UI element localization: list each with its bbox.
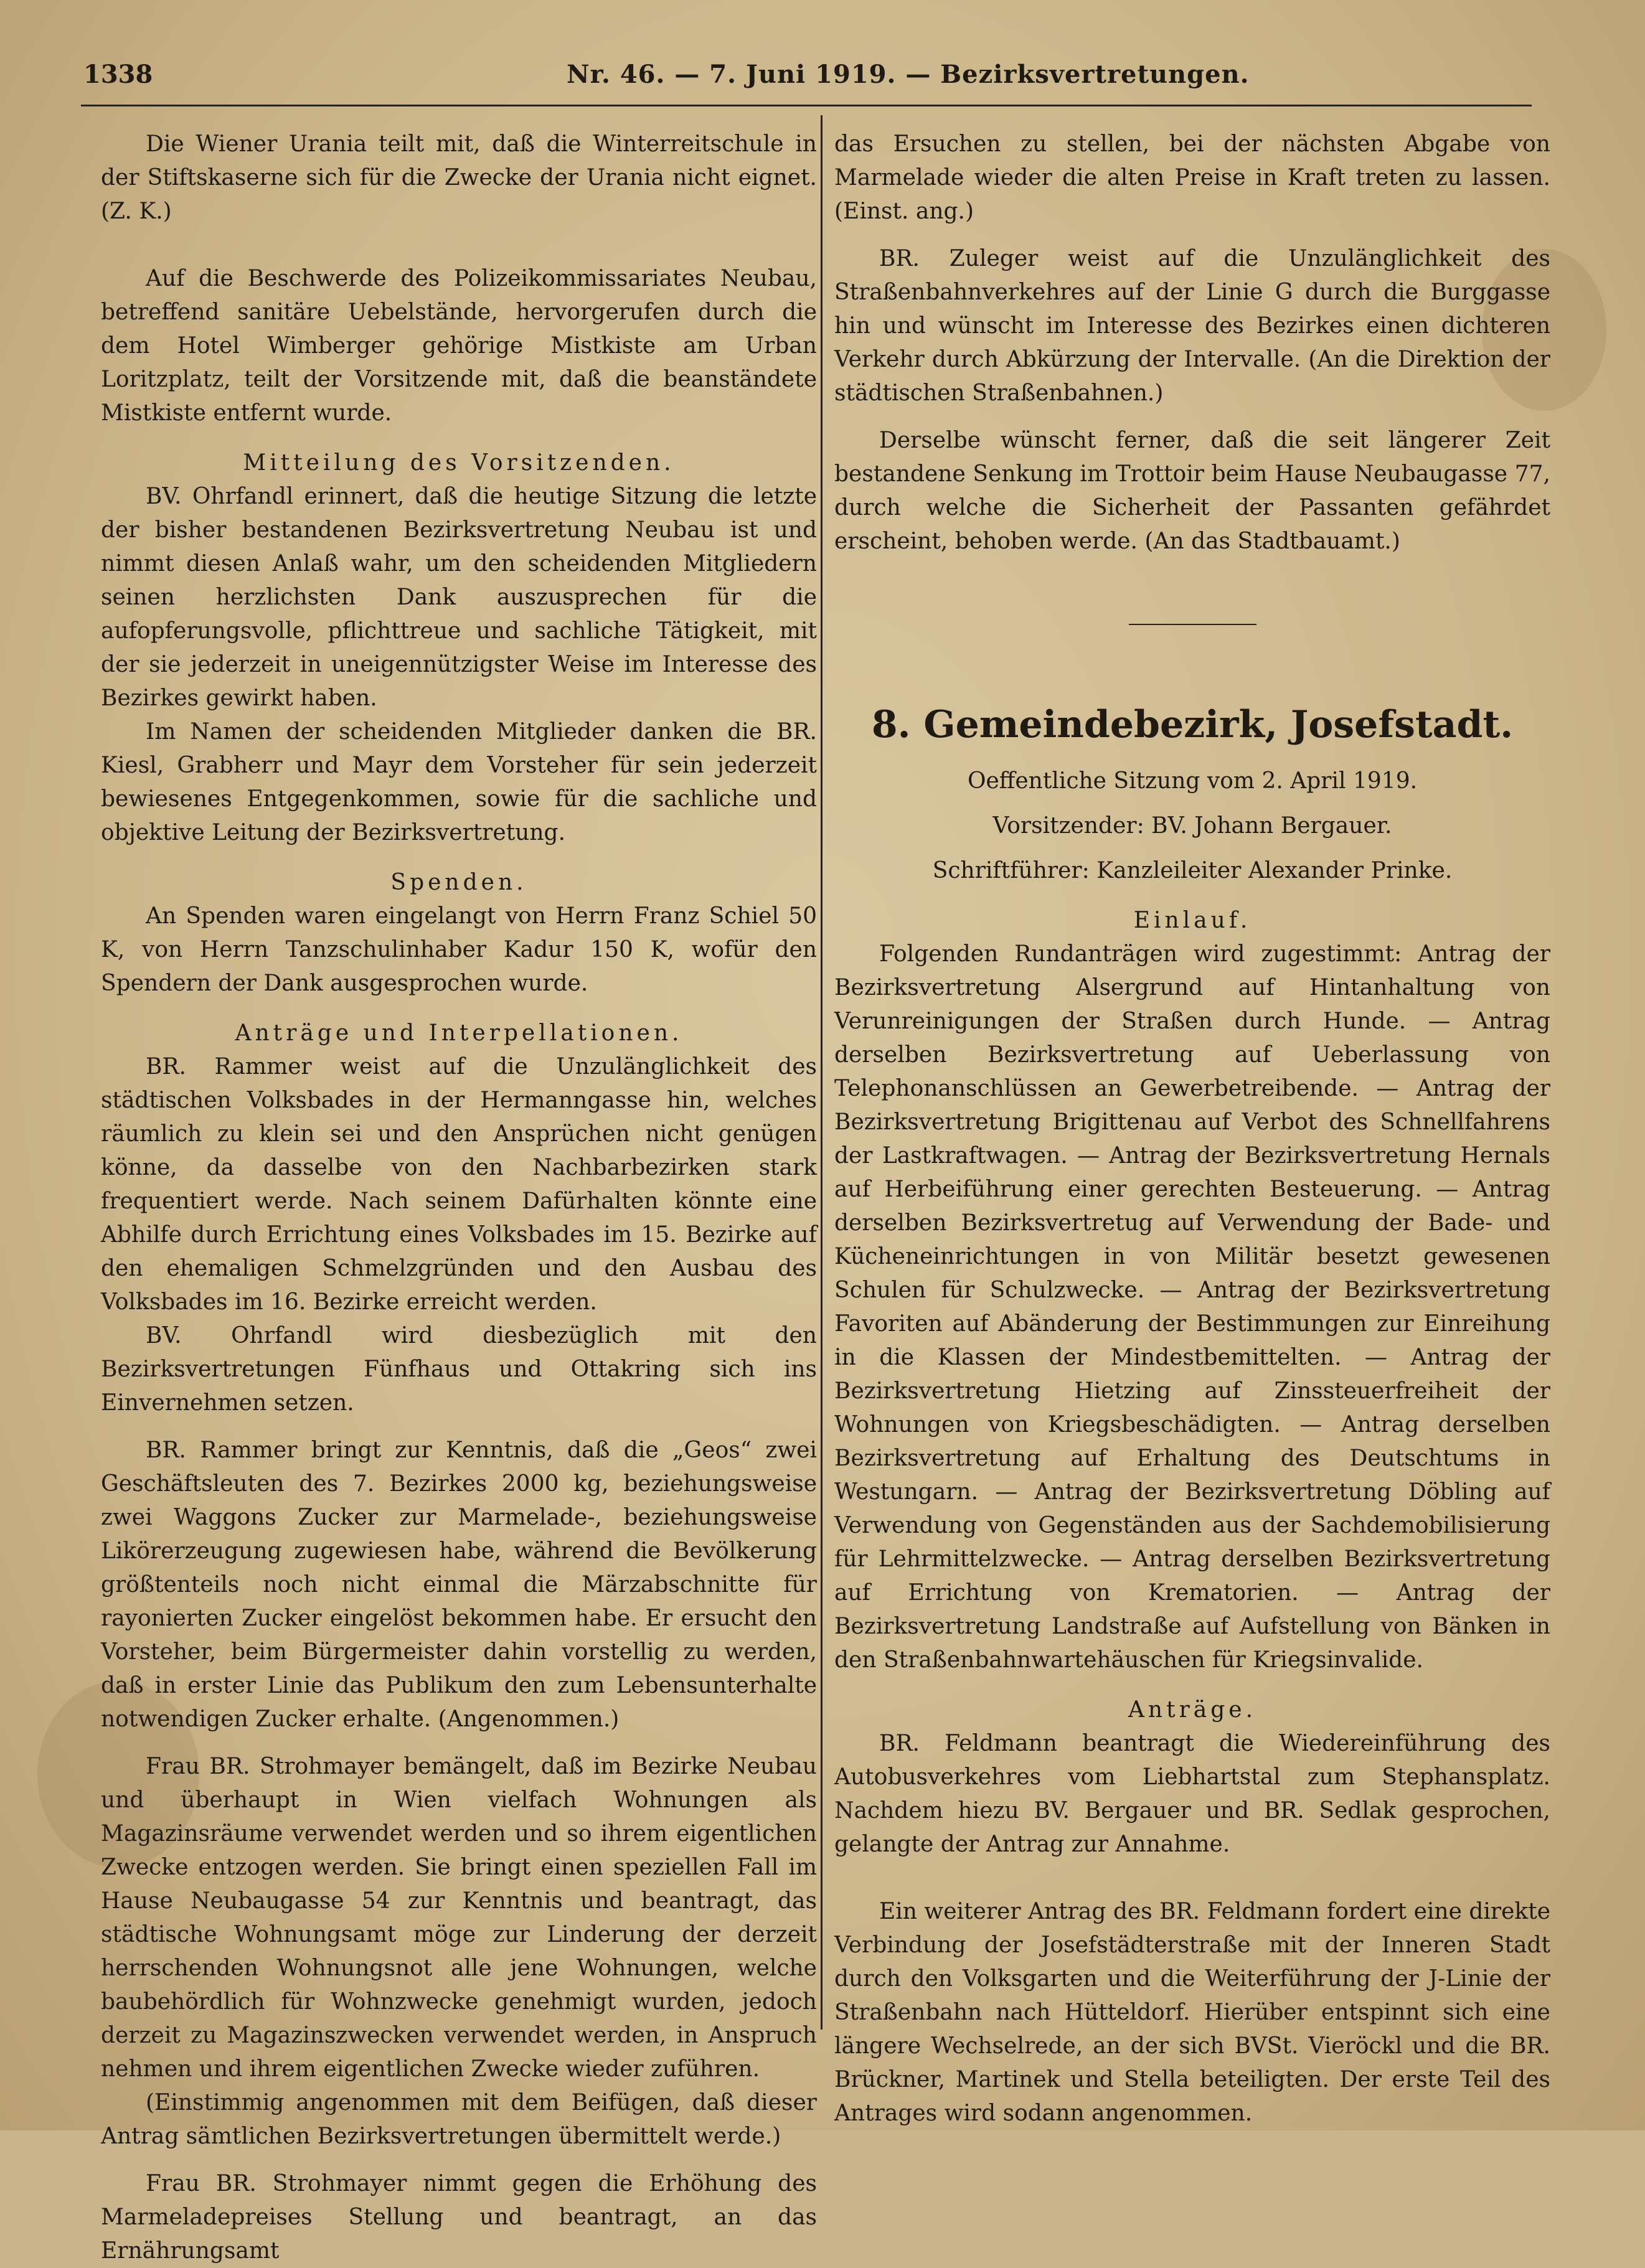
paragraph: Die Wiener Urania teilt mit, daß die Winterreitschule in der Stiftskaserne sich für die Zwecke der Urania nicht eignet. (Z. K.) — [101, 131, 817, 224]
left-column — [101, 128, 817, 2268]
section-heading: Anträge. — [1128, 1697, 1257, 1723]
paragraph: Folgenden Rundanträgen wird zugestimmt: Antrag der Bezirksvertretung Alsergrund auf Hintanhaltung von Verunreinigungen der Straßen durch Hunde. — Antrag derselben Bezirksvertretung auf Ueberlassung von Telephonanschlüssen an Gewerbetreibende. — Antrag der Bezirksvertretung Brigittenau auf Verbot des Schnellfahrens der Lastkraftwagen. — Antrag der Bezirksvertretung Hernals auf Herbeiführung einer gerechten Besteuerung. — Antrag derselben Bezirksvertretug auf Verwendung der Bade- und Kücheneinrichtungen in von Militär besetzt gewesenen Schulen für Schulzwecke. — Antrag der Bezirksvertretung Favoriten auf Abänderung der Bestimmungen zur Einreihung in die Klassen der Mindestbemittelten. — Antrag der Bezirksvertretung Hietzing auf Zinssteuerfreiheit der Wohnungen von Kriegsbeschädigten. — Antrag derselben Bezirksvertretung auf Erhaltung des Deutschtums in Westungarn. — Antrag der Bezirksvertretung Döbling auf Verwendung von Gegenständen aus der Sachdemobilisierung für Lehrmittelzwecke. — Antrag derselben Bezirksvertretung auf Errichtung von Krematorien. — Antrag der Bezirksvertretung Landstraße auf Aufstellung von Bänken in den Straßenbahnwartehäuschen für Kriegsinvalide. — [834, 941, 1550, 1673]
paragraph: BV. Ohrfandl wird diesbezüglich mit den Bezirksvertretungen Fünfhaus und Ottakring sich ins Einvernehmen setzen. — [101, 1323, 817, 1416]
chairman-line: Vorsitzender: BV. Johann Bergauer. — [992, 813, 1392, 839]
district-title: 8. Gemeindebezirk, Josefstadt. — [871, 703, 1514, 746]
page-header — [81, 60, 1563, 97]
paragraph: Auf die Beschwerde des Polizeikommissariates Neubau, betreffend sanitäre Uebelstände, hervorgerufen durch die dem Hotel Wimberger gehörige Mistkiste am Urban Loritzplatz, teilt der Vorsitzende mit, daß die beanständete Mistkiste entfernt wurde. — [101, 266, 817, 426]
running-head: Nr. 46. — 7. Juni 1919. — Bezirksvertretungen. — [567, 60, 1250, 89]
paragraph: das Ersuchen zu stellen, bei der nächsten Abgabe von Marmelade wieder die alten Preise in Kraft treten zu lassen. (Einst. ang.) — [834, 131, 1550, 224]
paragraph: Frau BR. Strohmayer bemängelt, daß im Bezirke Neubau und überhaupt in Wien vielfach Wohnungen als Magazinsräume verwendet werden und so ihrem eigentlichen Zwecke entzogen werden. Sie bringt einen speziellen Fall im Hause Neubaugasse 54 zur Kenntnis und beantragt, das städtische Wohnungsamt möge zur Linderung der derzeit herrschenden Wohnungsnot alle jene Wohnungen, welche baubehördlich für Wohnzwecke genehmigt wurden, jedoch derzeit zu Magazinszwecken verwendet werden, in Anspruch nehmen und ihrem eigentlichen Zwecke wieder zuführen. — [101, 1754, 817, 2082]
paragraph: BR. Zuleger weist auf die Unzulänglichkeit des Straßenbahnverkehres auf der Linie G durch die Burggasse hin und wünscht im Interesse des Bezirkes einen dichteren Verkehr durch Abkürzung der Intervalle. (An die Direktion der städtischen Straßenbahnen.) — [834, 246, 1550, 406]
page-number: 1338 — [83, 60, 153, 89]
paragraph: BR. Rammer weist auf die Unzulänglichkeit des städtischen Volksbades in der Hermanngasse hin, welches räumlich zu klein sei und den Ansprüchen nicht genügen könne, da dasselbe von den Nachbarbezirken stark frequentiert werde. Nach seinem Dafürhalten könnte eine Abhilfe durch Errichtung eines Volksbades im 15. Bezirke auf den ehemaligen Schmelzgründen und den Ausbau des Volksbades im 16. Bezirke erreicht werden. — [101, 1054, 817, 1315]
section-heading: Spenden. — [390, 870, 527, 895]
paragraph: BR. Rammer bringt zur Kenntnis, daß die „Geos“ zwei Geschäftsleuten des 7. Bezirkes 2000 kg, beziehungsweise zwei Waggons Zucker zur Marmelade-, beziehungsweise Likörerzeugung zugewiesen habe, während die Bevölkerung größtenteils noch nicht einmal die Märzabschnitte für rayonierten Zucker eingelöst bekommen habe. Er ersucht den Vorsteher, beim Bürgermeister dahin vorstellig zu werden, daß in erster Linie das Publikum den zum Lebensunterhalte notwendigen Zucker erhalte. (Angenommen.) — [101, 1437, 817, 1732]
secretary-line: Schriftführer: Kanzleileiter Alexander Prinke. — [932, 858, 1453, 883]
paragraph: BR. Feldmann beantragt die Wiedereinführung des Autobusverkehres vom Liebhartstal zum Stephansplatz. Nachdem hiezu BV. Bergauer und BR. Sedlak gesprochen, gelangte der Antrag zur Annahme. — [834, 1731, 1550, 1857]
right-column — [834, 128, 1550, 2130]
paragraph: An Spenden waren eingelangt von Herrn Franz Schiel 50 K, von Herrn Tanzschulinhaber Kadur 150 K, wofür den Spendern der Dank ausgesprochen wurde. — [101, 903, 817, 996]
paragraph: Ein weiterer Antrag des BR. Feldmann fordert eine direkte Verbindung der Josefstädterstraße mit der Inneren Stadt durch den Volksgarten und die Weiterführung der J-Linie der Straßenbahn nach Hütteldorf. Hierüber entspinnt sich eine längere Wechselrede, an der sich BVSt. Vieröckl und die BR. Brückner, Martinek und Stella beteiligten. Der erste Teil des Antrages wird sodann angenommen. — [834, 1899, 1550, 2126]
section-heading: Mitteilung des Vorsitzenden. — [243, 450, 675, 476]
paragraph: BV. Ohrfandl erinnert, daß die heutige Sitzung die letzte der bisher bestandenen Bezirksvertretung Neubau ist und nimmt diesen Anlaß wahr, um den scheidenden Mitgliedern seinen herzlichsten Dank auszusprechen für die aufopferungsvolle, pflichttreue und sachliche Tätigkeit, mit der sie jederzeit in uneigennützigster Weise im Interesse des Bezirkes gewirkt haben. — [101, 484, 817, 711]
separator-rule — [1129, 624, 1256, 625]
column-divider — [821, 115, 822, 2030]
paragraph: Im Namen der scheidenden Mitglieder danken die BR. Kiesl, Grabherr und Mayr dem Vorsteher für sein jederzeit bewiesenes Entgegenkommen, sowie für die sachliche und objektive Leitung der Bezirksvertretung. — [101, 719, 817, 845]
paragraph: (Einstimmig angenommen mit dem Beifügen, daß dieser Antrag sämtlichen Bezirksvertretungen übermittelt werde.) — [101, 2090, 817, 2149]
paragraph: Derselbe wünscht ferner, daß die seit längerer Zeit bestandene Senkung im Trottoir beim Hause Neubaugasse 77, durch welche die Sicherheit der Passanten gefährdet erscheint, behoben werde. (An das Stadtbauamt.) — [834, 428, 1550, 554]
header-rule — [81, 105, 1532, 106]
section-heading: Einlauf. — [1133, 908, 1251, 933]
paragraph: Frau BR. Strohmayer nimmt gegen die Erhöhung des Marmeladepreises Stellung und beantragt, an das Ernährungsamt — [101, 2171, 817, 2264]
session-date: Oeffentliche Sitzung vom 2. April 1919. — [967, 768, 1418, 794]
section-heading: Anträge und Interpellationen. — [235, 1020, 683, 1046]
